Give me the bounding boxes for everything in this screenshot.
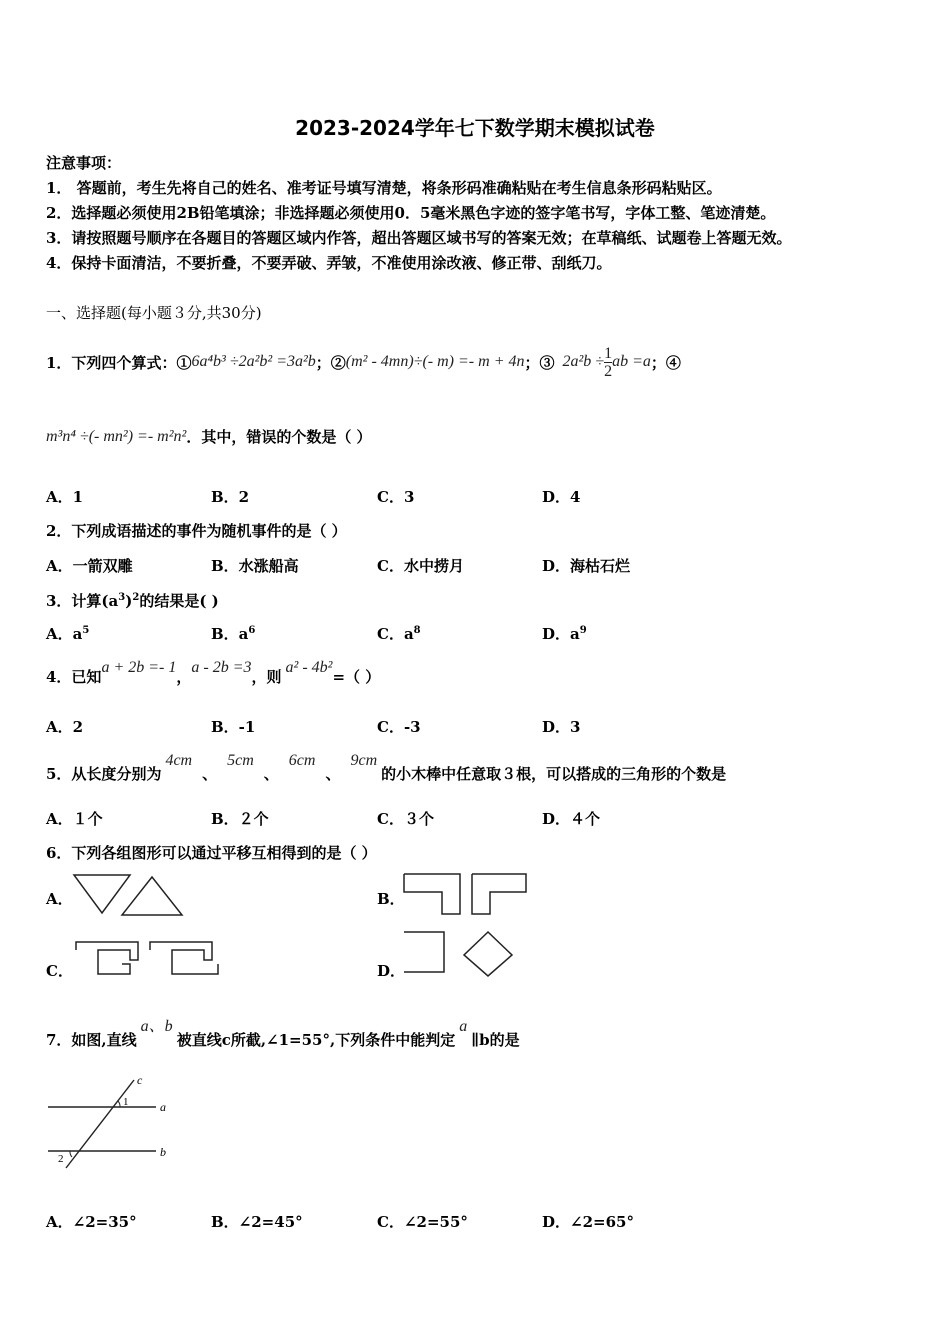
spiral-shape-right (150, 942, 218, 974)
q3-option-c-sup: 8 (413, 625, 421, 636)
q4-option-c[interactable]: C．-3 (377, 718, 421, 736)
angle-2-arc (70, 1151, 72, 1157)
q3-sup-2: 2 (132, 592, 140, 603)
q7-line-a: a (459, 1018, 468, 1035)
q2-option-b[interactable]: B．水涨船高 (211, 557, 299, 575)
label-c: c (137, 1073, 143, 1087)
q3-option-c-label: C．a (377, 625, 414, 643)
q1-option-a[interactable]: A．1 (46, 488, 84, 506)
q5-length-2: 5cm (227, 752, 254, 769)
q5-prefix: 5．从长度分别为 (46, 765, 162, 783)
q5-option-b[interactable]: B．２个 (211, 810, 269, 828)
notice-item-2: 2．选择题必须使用2B铅笔填涂；非选择题必须使用0．5毫米黑色字迹的签字笔书写，字体工整、笔迹清楚。 (46, 204, 776, 222)
question-2-stem: 2．下列成语描述的事件为随机事件的是（ ） (46, 522, 347, 540)
angle-1-arc (118, 1101, 120, 1107)
q3-option-d-sup: 9 (579, 625, 587, 636)
notice-item-4: 4．保持卡面清洁，不要折叠，不要弄破、弄皱，不准使用涂改液、修正带、刮纸刀。 (46, 254, 612, 272)
q5-length-1: 4cm (165, 752, 193, 769)
notice-item-3: 3．请按照题号顺序在各题目的答题区域内作答，超出答题区域书写的答案无效；在草稿纸、试题卷上答题无效。 (46, 229, 792, 247)
q2-option-c[interactable]: C．水中捞月 (377, 557, 464, 575)
question-4-stem (46, 660, 380, 692)
q5-option-d[interactable]: D．４个 (542, 810, 601, 828)
l-shape-right (472, 874, 526, 914)
q1-suffix: ．其中，错误的个数是（ ） (186, 428, 372, 446)
spiral-shape-left (76, 942, 138, 974)
inverted-triangle-shape (74, 875, 130, 913)
q5-length-3: 6cm (288, 752, 316, 769)
q4-suffix: =（ ） (332, 667, 381, 686)
q1-expression-1: 6a⁴b³ ÷2a²b² =3a²b (191, 353, 316, 370)
q4-expression-3: a² - 4b² (285, 659, 333, 676)
l-shape-left (404, 874, 460, 914)
q4-prefix: 4．已知 (46, 667, 102, 686)
q1-expression-3a: 2a²b ÷ (562, 353, 605, 370)
q4-mid: ，则 (251, 667, 282, 686)
q3-option-a-label: A．a (46, 625, 83, 643)
q6-option-a[interactable]: A． (46, 890, 73, 908)
q2-option-d[interactable]: D．海枯石烂 (542, 557, 631, 575)
q1-fraction-numerator: 1 (604, 344, 613, 362)
q4-option-b[interactable]: B．-1 (211, 718, 256, 736)
bracket-square-shape (404, 932, 444, 972)
q3-option-d[interactable] (542, 623, 587, 644)
q4-option-a[interactable]: A．2 (46, 718, 84, 736)
q5-sep-1: 、 (202, 765, 218, 783)
q3-option-b-label: B．a (211, 625, 249, 643)
q6-option-d[interactable]: D． (377, 962, 406, 980)
q7-option-c[interactable]: C．∠2=55° (377, 1213, 468, 1231)
q7-prefix: 7．如图,直线 (46, 1031, 137, 1049)
q3-option-a[interactable] (46, 623, 89, 644)
q7-angle: ∠1=55°,下列条件中能判定 (266, 1031, 456, 1049)
line-c (66, 1080, 134, 1168)
q1-prefix: 1．下列四个算式：① (46, 353, 192, 372)
q3-sup-1: 3 (118, 592, 126, 603)
q3-stem-a: 3．计算(a (46, 592, 119, 610)
q5-sep-2: 、 (263, 765, 279, 783)
q4-expression-2: a - 2b =3 (191, 659, 252, 676)
label-angle-1: 1 (123, 1096, 129, 1108)
q4-sep: ， (176, 667, 192, 686)
notice-item-1: 1． 答题前，考生先将自己的姓名、准考证号填写清楚，将条形码准确粘贴在考生信息条形码粘贴区。 (46, 179, 722, 197)
q1-sep-3: ；④ (650, 353, 681, 372)
label-a: a (160, 1100, 166, 1114)
q5-suffix: 的小木棒中任意取３根，可以搭成的三角形的个数是 (381, 765, 727, 783)
q6-option-c-figure (72, 938, 222, 980)
label-angle-2: 2 (58, 1153, 64, 1165)
question-1-line-1 (46, 342, 681, 382)
q1-sep-1: ；② (315, 353, 346, 372)
q7-suffix: ∥b的是 (471, 1031, 520, 1049)
q6-option-c[interactable]: C． (46, 962, 73, 980)
q3-option-b[interactable] (211, 623, 255, 644)
q3-option-c[interactable] (377, 623, 421, 644)
q1-option-d[interactable]: D．4 (542, 488, 581, 506)
question-3-stem (46, 590, 219, 611)
label-b: b (160, 1145, 166, 1159)
q3-option-d-label: D．a (542, 625, 580, 643)
question-1-line-2 (46, 426, 372, 447)
question-7-stem (46, 1016, 520, 1050)
q1-fraction-denominator: 2 (604, 362, 613, 380)
q1-option-c[interactable]: C．3 (377, 488, 415, 506)
q7-lines-ab: a、b (140, 1018, 173, 1035)
diamond-shape (464, 932, 512, 976)
q1-fraction (604, 345, 612, 380)
q1-expression-4: m³n⁴ ÷(- mn²) =- m²n² (46, 427, 187, 445)
q3-option-a-sup: 5 (82, 625, 90, 636)
section-heading: 一、选择题(每小题３分,共30分) (46, 304, 262, 322)
question-6-stem: 6．下列各组图形可以通过平移互相得到的是（ ） (46, 844, 377, 862)
q3-stem-b: ) (125, 592, 133, 610)
notice-heading: 注意事项： (46, 154, 122, 172)
q7-option-a[interactable]: A．∠2=35° (46, 1213, 137, 1231)
q6-option-d-figure (400, 928, 520, 978)
q3-option-b-sup: 6 (248, 625, 256, 636)
q2-option-a[interactable]: A．一箭双雕 (46, 557, 133, 575)
q6-option-b-figure (400, 870, 530, 918)
q1-expression-2: (m² - 4mn)÷(- m) =- m + 4n (345, 353, 525, 370)
upright-triangle-shape (122, 877, 182, 915)
q5-option-c[interactable]: C．３个 (377, 810, 434, 828)
q7-parallel-lines-figure (44, 1072, 174, 1172)
q6-option-b[interactable]: B． (377, 890, 405, 908)
q5-length-4: 9cm (350, 752, 378, 769)
page-title: 2023-2024学年七下数学期末模拟试卷 (295, 116, 655, 140)
q3-stem-c: 的结果是( ) (139, 592, 219, 610)
q5-sep-3: 、 (325, 765, 341, 783)
q7-option-d[interactable]: D．∠2=65° (542, 1213, 634, 1231)
q5-option-a[interactable]: A．１个 (46, 810, 103, 828)
q7-mid: 被直线c所截, (176, 1031, 267, 1049)
q4-option-d[interactable]: D．3 (542, 718, 581, 736)
q7-option-b[interactable]: B．∠2=45° (211, 1213, 303, 1231)
q1-option-b[interactable]: B．2 (211, 488, 250, 506)
question-5-stem (46, 748, 726, 784)
q4-expression-1: a + 2b =- 1 (101, 659, 177, 676)
q1-sep-2: ；③ (524, 353, 555, 372)
q6-option-a-figure (72, 872, 187, 918)
q1-expression-3b: ab =a (612, 353, 651, 370)
